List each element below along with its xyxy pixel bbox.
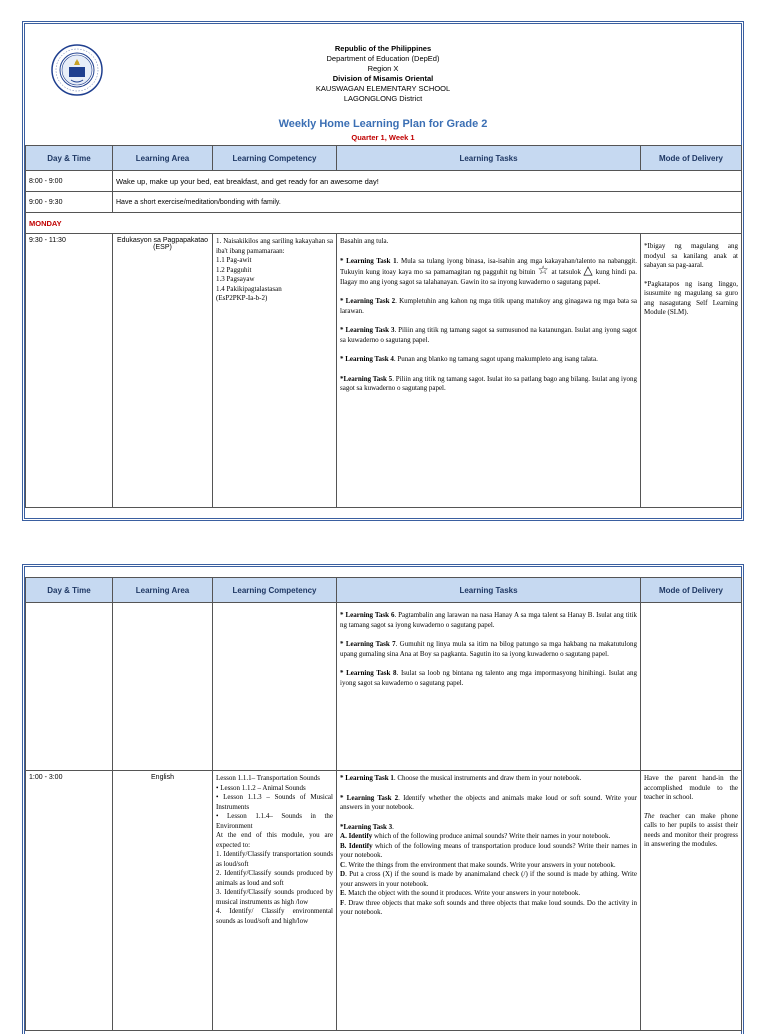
col-header: Learning Tasks xyxy=(337,578,641,603)
task-text: . Isulat sa loob ng bintana ng talento ang mga impormasyong hinihingi. Isulat ang iyong sagot sa kuwaderno o sagutang papel. xyxy=(340,669,637,687)
learning-task: *Learning Task 3. A. Identify which of the following produce animal sounds? Write their names in your notebook. B. Identify which of the following means of transportation produce loud sounds? Write their names in your notebook. C. Write the things from the environment that make sounds. Write your answers in your notebook. D. Put a cross (X) if the sound is made by ananimaland check (/) if the sound is made by athing. Write your answers in your notebook. E. Match the object with the sound it produces. Write your answers in your notebook. F. Draw three objects that make soft sounds and three objects that make loud sounds. Do the activity in your notebook. xyxy=(340,822,637,916)
table-row xyxy=(26,171,742,192)
competency-line: At the end of this module, you are expected to: xyxy=(216,831,333,849)
col-header: Learning Tasks xyxy=(337,146,641,171)
table-row xyxy=(26,192,742,213)
task-text: . Kumpletuhin ang kahon ng mga titik upang matukoy ang ginagawa ng mga bata sa larawan. xyxy=(340,297,637,315)
star-icon: ☆ xyxy=(537,263,550,277)
table-row xyxy=(26,771,742,1031)
competency-line: (EsP2PKP-Ia-b-2) xyxy=(216,294,268,302)
triangle-icon: △ xyxy=(583,263,594,277)
task-intro: Basahin ang tula. xyxy=(340,237,389,245)
learning-task xyxy=(340,611,637,630)
learning-task xyxy=(340,297,637,316)
table-row xyxy=(26,603,742,771)
task-label: *Learning Task 5 xyxy=(340,374,393,383)
col-header: Mode of Delivery xyxy=(641,578,742,603)
task-label: * Learning Task 8 xyxy=(340,669,397,677)
plan-title: Weekly Home Learning Plan for Grade 2 xyxy=(278,118,488,130)
activity-cell: Wake up, make up your bed, eat breakfast, and get ready for an awesome day! xyxy=(113,171,742,192)
learning-area-cell xyxy=(113,603,213,771)
learning-area-cell: Edukasyon sa Pagpapakatao (ESP) xyxy=(113,234,213,508)
competency-line: 1. Identify/Classify transportation sounds as loud/soft xyxy=(216,850,333,868)
deped-seal-icon xyxy=(51,44,103,96)
table-header-row xyxy=(26,146,742,171)
task-text: . Gumuhit ng linya mula sa itim na bilog patungo sa mga hakbang na makatutulong upang gumaling sina Ana at Boy sa pagkanta. Sagutin ito sa iyong kuwaderno o sagutang papel. xyxy=(340,640,637,658)
competency-line: Lesson 1.1.1– Transportation Sounds xyxy=(216,774,321,782)
learning-tasks-cell xyxy=(337,771,641,1031)
col-header: Mode of Delivery xyxy=(641,146,742,171)
col-header: Learning Competency xyxy=(213,578,337,603)
learning-plan-table xyxy=(25,145,742,508)
mode-of-delivery-cell xyxy=(641,603,742,771)
task-text: . Punan ang blanko ng tamang sagot upang makumpleto ang isang talata. xyxy=(393,355,598,363)
day-row xyxy=(26,213,742,234)
learning-task xyxy=(340,669,637,688)
time-cell: 9:30 - 11:30 xyxy=(26,234,113,508)
learning-task xyxy=(340,326,637,345)
letterhead xyxy=(25,24,741,104)
division-line: Division of Misamis Oriental xyxy=(332,74,434,83)
learning-task xyxy=(340,257,637,288)
task-text: . Mula sa tulang iyong binasa, isa-isahin ang mga kakayahan/talento na nabanggit. Tukuyin kung itoay kaya mo sa pamamagitan ng pagguhit ng bituin xyxy=(340,256,637,276)
col-header: Day & Time xyxy=(26,146,113,171)
table-header-row xyxy=(26,578,742,603)
task-label: *Learning Task 3 xyxy=(340,822,393,831)
task-label: * Learning Task 6 xyxy=(340,611,395,619)
task-item: B. Identify which of the following means of transportation produce loud sounds? Write their names in your notebook. xyxy=(340,841,637,859)
competency-line: 1.1 Pag-awit xyxy=(216,256,252,264)
task-item: F. Draw three objects that make soft sounds and three objects that make loud sounds. Do the activity in your notebook. xyxy=(340,898,637,916)
page-2 xyxy=(22,564,744,1034)
learning-tasks-cell xyxy=(337,234,641,508)
competency-line: 1.2 Pagguhit xyxy=(216,265,252,274)
competency-cell xyxy=(213,234,337,508)
learning-area-cell: English xyxy=(113,771,213,1031)
competency-line: 2. Identify/Classify sounds produced by animals as loud and soft xyxy=(216,869,333,887)
competency-line: 3. Identify/Classify sounds produced by musical instruments as high /low xyxy=(216,888,333,906)
activity-cell: Have a short exercise/meditation/bonding with family. xyxy=(113,192,742,213)
task-label: * Learning Task 2 xyxy=(340,297,396,305)
department-line: Department of Education (DepEd) xyxy=(326,54,440,63)
task-label: * Learning Task 1 xyxy=(340,256,397,265)
republic-line: Republic of the Philippines xyxy=(334,44,432,53)
task-text: . Pagtambalin ang larawan na nasa Hanay A sa mga talent sa Hanay B. Isulat ang titik ng tamang sagot sa iyong kuwaderno o sagutang papel. xyxy=(340,611,637,629)
task-label: * Learning Task 3 xyxy=(340,326,395,334)
learning-tasks-cell xyxy=(337,603,641,771)
task-text: . Choose the musical instruments and draw them in your notebook. xyxy=(393,774,582,782)
task-item: A. Identify which of the following produce animal sounds? Write their names in your notebook. xyxy=(340,832,611,840)
competency-line: • Lesson 1.1.3 – Sounds of Musical Instruments xyxy=(216,793,333,811)
school-line: KAUSWAGAN ELEMENTARY SCHOOL xyxy=(315,84,451,93)
col-header: Learning Competency xyxy=(213,146,337,171)
region-line: Region X xyxy=(367,64,399,73)
competency-cell xyxy=(213,603,337,771)
task-text: . Piliin ang titik ng tamang sagot sa sumusunod na katanungan. Isulat ang iyong sagot sa kuwaderno o sagutang papel. xyxy=(340,326,637,344)
time-cell: 9:00 - 9:30 xyxy=(26,192,113,213)
task-item: D. Put a cross (X) if the sound is made by ananimaland check (/) if the sound is made by athing. Write your answers in your notebook. xyxy=(340,870,637,888)
mode-of-delivery-cell xyxy=(641,771,742,1031)
competency-line: 4. Identify/ Classify environmental sounds as loud/soft and high/low xyxy=(216,907,333,925)
learning-task xyxy=(340,375,637,394)
learning-plan-table xyxy=(25,577,742,1031)
mode-of-delivery-cell xyxy=(641,234,742,508)
learning-task xyxy=(340,774,637,784)
competency-line: 1.3 Pagsayaw xyxy=(216,275,255,283)
task-label: * Learning Task 2 xyxy=(340,793,399,802)
competency-line: 1. Naisakikilos ang sariling kakayahan sa iba't ibang pamamaraan: xyxy=(216,237,333,255)
task-text: kung hindi pa. Ilagay mo ang iyong sagot sa talahanayan. Gawin ito sa inyong kuwaderno o sagutang papel. xyxy=(340,268,637,286)
task-text: at tatsulok xyxy=(551,268,582,276)
learning-task xyxy=(340,355,637,365)
learning-task xyxy=(340,640,637,659)
time-cell: 8:00 - 9:00 xyxy=(26,171,113,192)
task-label: * Learning Task 7 xyxy=(340,640,396,648)
time-cell xyxy=(26,603,113,771)
competency-line: • Lesson 1.1.2 – Animal Sounds xyxy=(216,783,306,792)
delivery-note: *Pagkatapos ng isang linggo, isusumite ng magulang sa guro ang nasagutang Self Learning Module (SLM). xyxy=(644,279,738,316)
competency-line: 1.4 Pakikipagtalastasan xyxy=(216,284,282,293)
quarter-label: Quarter 1, Week 1 xyxy=(351,133,415,142)
task-text: . Piliin ang titik ng tamang sagot. Isulat ito sa patlang bago ang bilang. Isulat ang iyong sagot sa kuwaderno o sagutang papel. xyxy=(340,374,637,392)
delivery-note: The teacher can make phone calls to her pupils to assist their needs and monitor their progress in answering the modules. xyxy=(644,811,738,848)
task-label: * Learning Task 1 xyxy=(340,774,394,782)
table-row xyxy=(26,234,742,508)
col-header: Learning Area xyxy=(113,146,213,171)
delivery-note: Have the parent hand-in the accomplished module to the teacher in school. xyxy=(644,774,738,801)
district-line: LAGONGLONG District xyxy=(343,94,423,103)
task-item: E. Match the object with the sound it produces. Write your answers in your notebook. xyxy=(340,889,581,897)
learning-task xyxy=(340,794,637,813)
time-cell: 1:00 - 3:00 xyxy=(26,771,113,1031)
task-item: C. Write the things from the environment that make sounds. Write your answers in your notebook. xyxy=(340,860,616,869)
page-1 xyxy=(22,21,744,521)
col-header: Learning Area xyxy=(113,578,213,603)
col-header: Day & Time xyxy=(26,578,113,603)
delivery-note: *Ibigay ng magulang ang modyul sa kanilang anak at sabayan sa pag-aaral. xyxy=(644,242,738,269)
task-text: . Identify whether the objects and animals make loud or soft sound. Write your answers in your notebook. xyxy=(340,793,637,811)
task-label: * Learning Task 4 xyxy=(340,355,394,363)
competency-cell xyxy=(213,771,337,1031)
day-label: MONDAY xyxy=(26,213,742,234)
competency-line: • Lesson 1.1.4– Sounds in the Environment xyxy=(216,812,333,830)
